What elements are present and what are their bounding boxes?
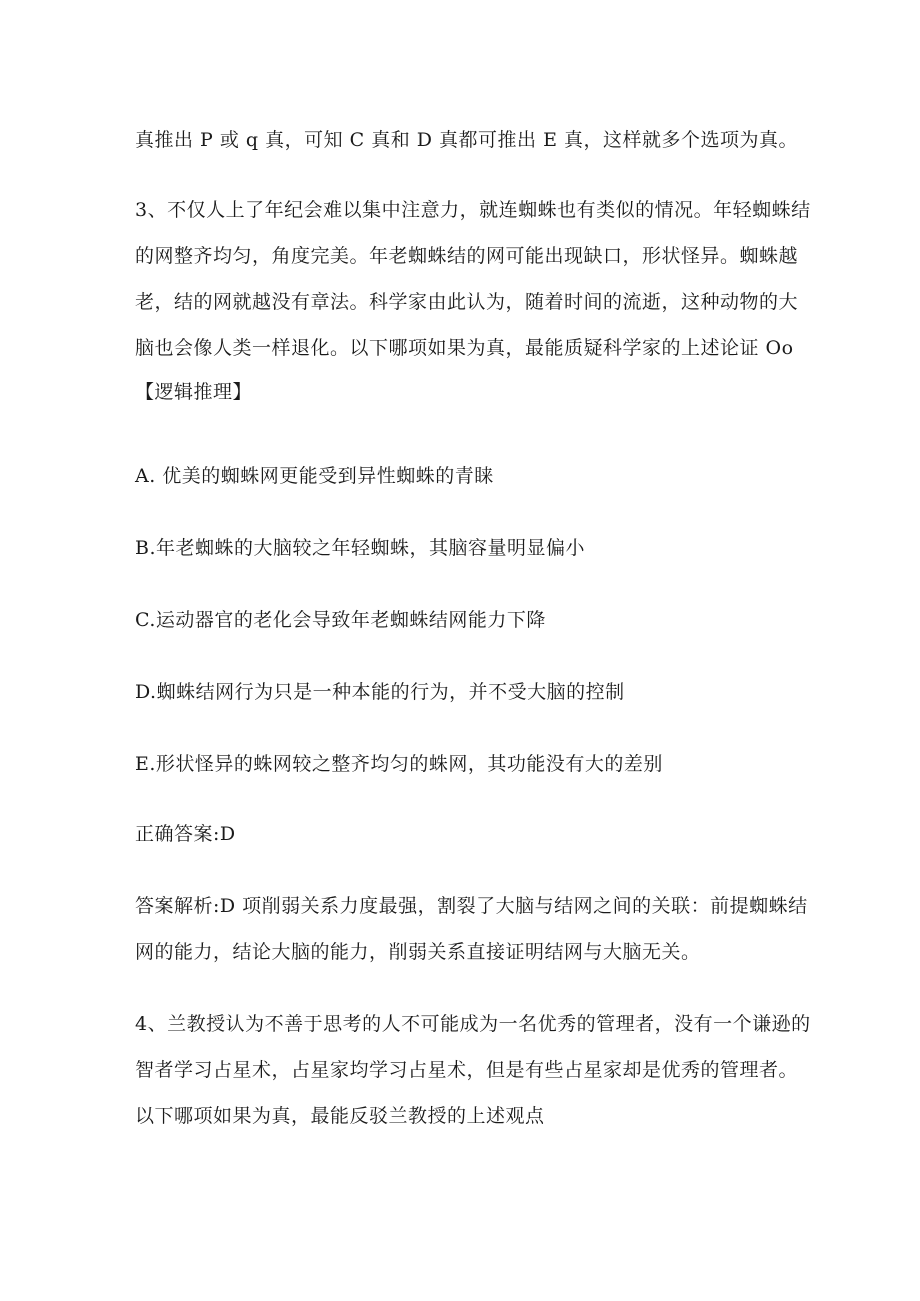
q3-line-3: 老，结的网就越没有章法。科学家由此认为，随着时间的流逝，这种动物的大 <box>135 291 799 313</box>
q3-line-1: 3、不仅人上了年纪会难以集中注意力，就连蜘蛛也有类似的情况。年轻蜘蛛结 <box>135 199 811 221</box>
q3-option-b: B.年老蜘蛛的大脑较之年轻蜘蛛，其脑容量明显偏小 <box>135 537 586 559</box>
q4-line-3: 以下哪项如果为真，最能反驳兰教授的上述观点 <box>135 1105 545 1127</box>
q4-line-2: 智者学习占星术，占星家均学习占星术，但是有些占星家却是优秀的管理者。 <box>135 1059 799 1081</box>
q3-answer: 正确答案:D <box>135 823 236 845</box>
q3-line-4: 脑也会像人类一样退化。以下哪项如果为真，最能质疑科学家的上述论证 Oo <box>135 337 794 359</box>
q3-option-a: A. 优美的蜘蛛网更能受到异性蜘蛛的青睐 <box>135 465 494 487</box>
q3-line-2: 的网整齐均匀，角度完美。年老蜘蛛结的网可能出现缺口，形状怪异。蜘蛛越 <box>135 245 799 267</box>
q3-analysis-line-1: 答案解析:D 项削弱关系力度最强，割裂了大脑与结网之间的关联：前提蜘蛛结 <box>135 895 808 917</box>
intro-line: 真推出 P 或 q 真，可知 C 真和 D 真都可推出 E 真，这样就多个选项为真。 <box>135 129 798 151</box>
q3-analysis-line-2: 网的能力，结论大脑的能力，削弱关系直接证明结网与大脑无关。 <box>135 941 701 963</box>
q3-category-tag: 【逻辑推理】 <box>135 381 253 403</box>
q3-option-d: D.蜘蛛结网行为只是一种本能的行为，并不受大脑的控制 <box>135 681 625 703</box>
q4-line-1: 4、兰教授认为不善于思考的人不可能成为一名优秀的管理者，没有一个谦逊的 <box>135 1013 811 1035</box>
q3-option-e: E.形状怪异的蛛网较之整齐均匀的蛛网，其功能没有大的差别 <box>135 753 663 775</box>
q3-option-c: C.运动器官的老化会导致年老蜘蛛结网能力下降 <box>135 609 546 631</box>
